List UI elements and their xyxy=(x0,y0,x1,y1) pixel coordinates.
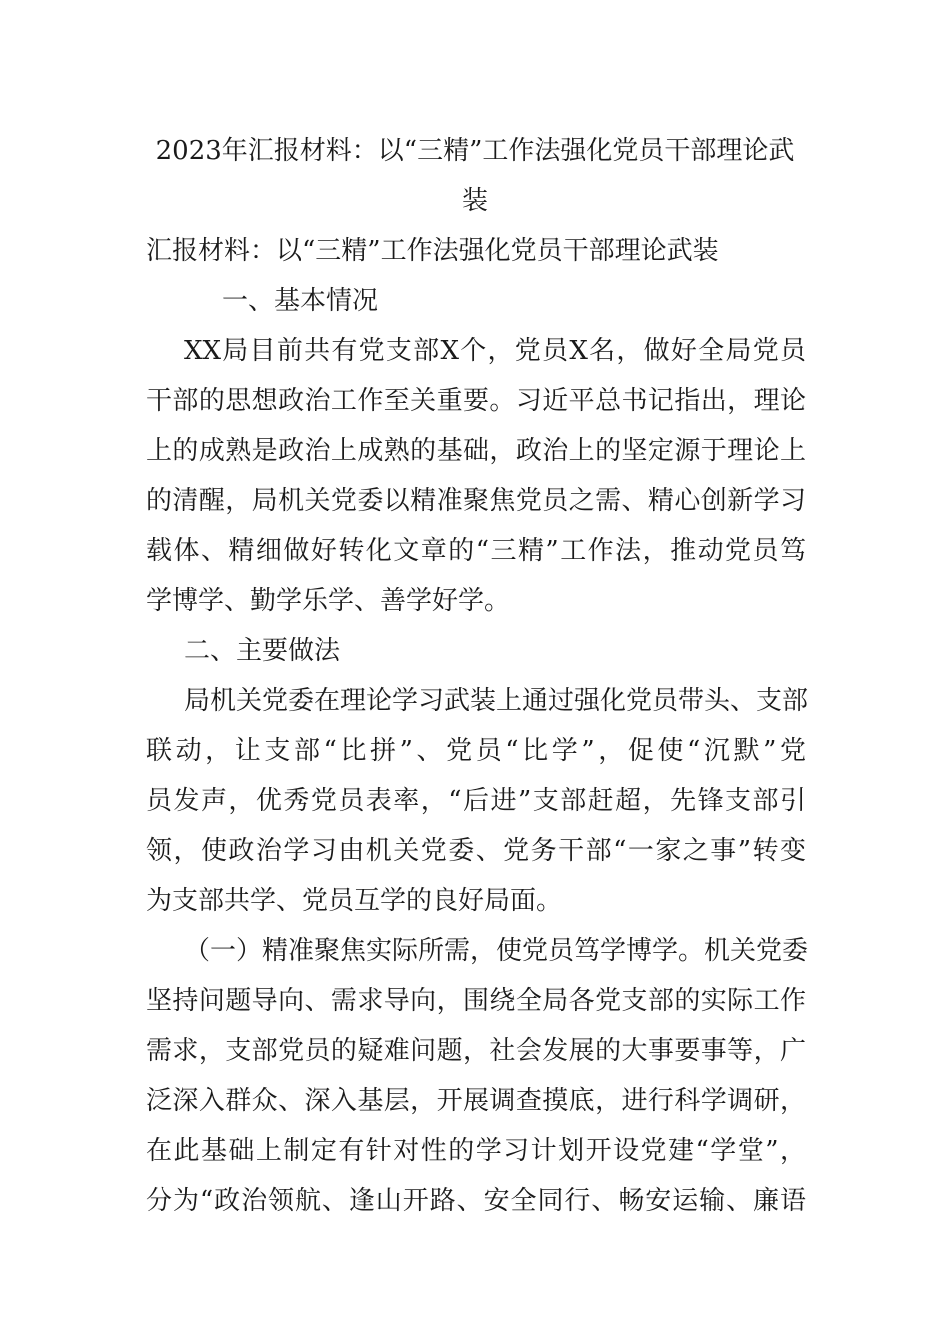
paragraph-line: 坚持问题导向、需求导向，围绕全局各党支部的实际工作 xyxy=(146,986,806,1016)
document-title-line-2: 装 xyxy=(461,186,488,216)
paragraph-line: 上的成熟是政治上成熟的基础，政治上的坚定源于理论上 xyxy=(146,436,806,466)
section-1-heading: 一、基本情况 xyxy=(222,286,379,316)
paragraph-line: 为支部共学、党员互学的良好局面。 xyxy=(146,886,563,916)
paragraph-line: 在此基础上制定有针对性的学习计划开设党建“学堂”， xyxy=(146,1136,806,1166)
paragraph-line: 联动，让支部“比拼”、党员“比学”，促使“沉默”党 xyxy=(146,736,806,766)
paragraph-line: 载体、精细做好转化文章的“三精”工作法，推动党员笃 xyxy=(146,536,806,566)
paragraph-line: （一）精准聚焦实际所需，使党员笃学博学。机关党委 xyxy=(184,936,809,966)
section-2-heading: 二、主要做法 xyxy=(184,636,341,666)
document-subtitle: 汇报材料：以“三精”工作法强化党员干部理论武装 xyxy=(146,236,719,266)
paragraph-line: 泛深入群众、深入基层，开展调查摸底，进行科学调研， xyxy=(146,1086,806,1116)
paragraph-line: 分为“政治领航、逢山开路、安全同行、畅安运输、廉语 xyxy=(146,1186,806,1216)
paragraph-line: 领，使政治学习由机关党委、党务干部“一家之事”转变 xyxy=(146,836,806,866)
paragraph-line: 学博学、勤学乐学、善学好学。 xyxy=(146,586,511,616)
paragraph-line: 干部的思想政治工作至关重要。习近平总书记指出，理论 xyxy=(146,386,806,416)
paragraph-line: 的清醒，局机关党委以精准聚焦党员之需、精心创新学习 xyxy=(146,486,806,516)
paragraph-line: 员发声，优秀党员表率，“后进”支部赶超，先锋支部引 xyxy=(146,786,806,816)
paragraph-line: XX局目前共有党支部X个，党员X名，做好全局党员 xyxy=(184,336,806,366)
document-title-line-1: 2023年汇报材料：以“三精”工作法强化党员干部理论武 xyxy=(155,136,795,166)
paragraph-line: 需求，支部党员的疑难问题，社会发展的大事要事等，广 xyxy=(146,1036,806,1066)
paragraph-line: 局机关党委在理论学习武装上通过强化党员带头、支部 xyxy=(184,686,809,716)
